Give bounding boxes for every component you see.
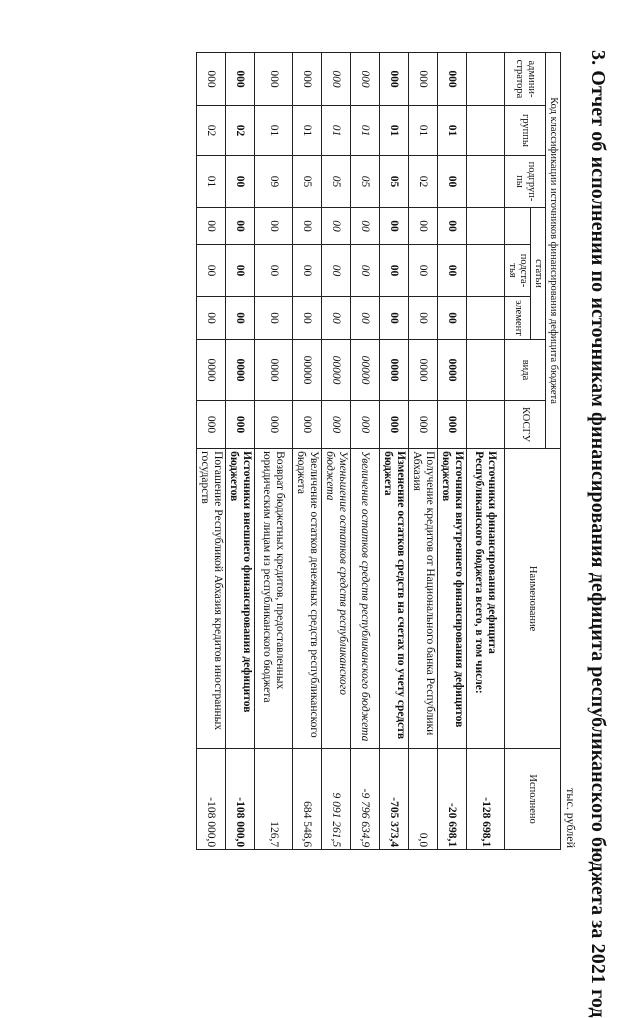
code-cell	[467, 156, 505, 208]
code-cell: 00	[351, 208, 380, 245]
name-cell: Увеличение остатков средств республиканского бюджета	[351, 449, 380, 749]
code-cell: 000	[226, 53, 255, 106]
code-cell: 0000	[255, 340, 293, 401]
value-cell: -108 000,0	[197, 749, 226, 850]
code-cell: 000	[255, 53, 293, 106]
code-cell: 00	[293, 208, 322, 245]
code-cell: 0000	[226, 340, 255, 401]
code-cell: 00	[226, 245, 255, 297]
code-cell: 000	[226, 401, 255, 449]
code-cell: 00	[351, 297, 380, 340]
value-cell: -705 373,4	[380, 749, 409, 850]
code-cell: 00	[255, 245, 293, 297]
code-cell: 05	[351, 156, 380, 208]
code-cell	[467, 297, 505, 340]
code-cell: 00	[351, 245, 380, 297]
code-cell: 00	[438, 297, 467, 340]
code-cell: 000	[380, 401, 409, 449]
code-cell: 0000	[409, 340, 438, 401]
code-cell: 02	[409, 156, 438, 208]
units-label: тыс. рублей	[564, 788, 578, 848]
code-cell: 00	[409, 208, 438, 245]
table-row	[293, 53, 322, 850]
code-cell: 000	[197, 401, 226, 449]
value-cell: -128 698,1	[467, 749, 505, 850]
name-header: Наименование	[505, 449, 561, 749]
subgroup-header: подгруп-пы	[505, 156, 546, 208]
code-cell	[467, 340, 505, 401]
code-cell: 01	[197, 156, 226, 208]
code-cell: 000	[293, 401, 322, 449]
code-cell: 00	[322, 245, 351, 297]
code-cell: 00	[226, 156, 255, 208]
table-row	[467, 53, 505, 850]
code-cell: 05	[293, 156, 322, 208]
table-row	[380, 53, 409, 850]
code-cell: 01	[351, 106, 380, 156]
code-group-header: Код классификации источников финансирования дефицита бюджета	[546, 53, 561, 449]
code-cell: 000	[438, 53, 467, 106]
value-cell: 126,7	[255, 749, 293, 850]
code-cell: 0000	[197, 340, 226, 401]
code-cell: 0000	[380, 340, 409, 401]
name-cell: Получение кредитов от Национального банка Республики Абхазия	[409, 449, 438, 749]
code-cell: 00	[197, 208, 226, 245]
code-cell	[467, 53, 505, 106]
name-cell: Изменение остатков средств на счетах по учету средств бюджета	[380, 449, 409, 749]
kind-header: вида	[505, 340, 546, 401]
code-cell	[467, 208, 505, 245]
code-cell: 000	[380, 53, 409, 106]
code-cell	[467, 245, 505, 297]
code-cell: 09	[255, 156, 293, 208]
article-header: статьи	[531, 208, 546, 340]
sources-table	[196, 52, 561, 850]
code-cell: 000	[438, 401, 467, 449]
code-cell: 05	[380, 156, 409, 208]
value-header: Исполнено	[505, 749, 561, 850]
subarticle-header: подста-тья	[505, 245, 532, 297]
code-cell: 01	[409, 106, 438, 156]
code-cell: 000	[351, 53, 380, 106]
code-cell: 00	[255, 297, 293, 340]
code-cell: 00	[409, 297, 438, 340]
code-cell: 00	[380, 245, 409, 297]
element-header: элемент	[505, 297, 532, 340]
code-cell: 02	[226, 106, 255, 156]
code-cell: 000	[255, 401, 293, 449]
code-cell: 00	[255, 208, 293, 245]
code-cell: 00000	[322, 340, 351, 401]
code-cell: 00	[438, 208, 467, 245]
code-cell: 000	[409, 401, 438, 449]
code-cell: 00	[438, 245, 467, 297]
table-row	[409, 53, 438, 850]
name-cell: Источники финансирования дефицита Республиканского бюджета всего, в том числе:	[467, 449, 505, 749]
code-cell: 00	[380, 208, 409, 245]
code-cell: 00	[226, 297, 255, 340]
report-title: 3. Отчет об исполнении по источникам финансирования дефицита республиканского бюджета за 2021 год	[587, 50, 609, 1018]
code-cell: 00	[293, 245, 322, 297]
code-cell: 00000	[293, 340, 322, 401]
code-cell: 000	[197, 53, 226, 106]
code-cell: 01	[322, 106, 351, 156]
code-cell: 01	[380, 106, 409, 156]
code-cell: 00	[409, 245, 438, 297]
table-row	[197, 53, 226, 850]
code-cell: 00	[197, 297, 226, 340]
table-row	[438, 53, 467, 850]
value-cell: -20 698,1	[438, 749, 467, 850]
code-cell: 02	[197, 106, 226, 156]
name-cell: Возврат бюджетных кредитов, предоставленных юридическим лицам из республиканского бюджета	[255, 449, 293, 749]
name-cell: Погашение Республикой Абхазия кредитов иностранных государств	[197, 449, 226, 749]
name-cell: Увеличение остатков денежных средств республиканского бюджета	[293, 449, 322, 749]
table-row	[322, 53, 351, 850]
name-cell: Источники внешнего финансирования дефицитов бюджетов	[226, 449, 255, 749]
code-cell: 000	[409, 53, 438, 106]
code-cell: 00	[226, 208, 255, 245]
code-cell: 00	[293, 297, 322, 340]
code-cell: 00	[438, 156, 467, 208]
code-cell: 01	[255, 106, 293, 156]
code-cell: 01	[438, 106, 467, 156]
code-cell: 000	[322, 401, 351, 449]
code-cell: 000	[293, 53, 322, 106]
code-cell: 000	[322, 53, 351, 106]
code-cell: 000	[351, 401, 380, 449]
code-cell: 00	[322, 208, 351, 245]
name-cell: Источники внутреннего финансирования дефицитов бюджетов	[438, 449, 467, 749]
kosgu-header: КОСГУ	[505, 401, 546, 449]
code-cell: 0000	[438, 340, 467, 401]
value-cell: 0,0	[409, 749, 438, 850]
admin-header: админи-стратора	[505, 53, 546, 106]
code-cell: 00	[322, 297, 351, 340]
code-cell: 00	[197, 245, 226, 297]
code-cell	[467, 106, 505, 156]
name-cell: Уменьшение остатков средств республиканского бюджета	[322, 449, 351, 749]
code-cell: 01	[293, 106, 322, 156]
value-cell: -9 796 634,9	[351, 749, 380, 850]
value-cell: 684 548,6	[293, 749, 322, 850]
code-cell	[467, 401, 505, 449]
table-row	[255, 53, 293, 850]
table-row	[351, 53, 380, 850]
code-cell: 00	[380, 297, 409, 340]
code-cell: 05	[322, 156, 351, 208]
value-cell: -108 000,0	[226, 749, 255, 850]
article-code-header	[505, 208, 532, 245]
table-row	[226, 53, 255, 850]
code-cell: 00000	[351, 340, 380, 401]
value-cell: 9 091 261,5	[322, 749, 351, 850]
group-header: группы	[505, 106, 546, 156]
